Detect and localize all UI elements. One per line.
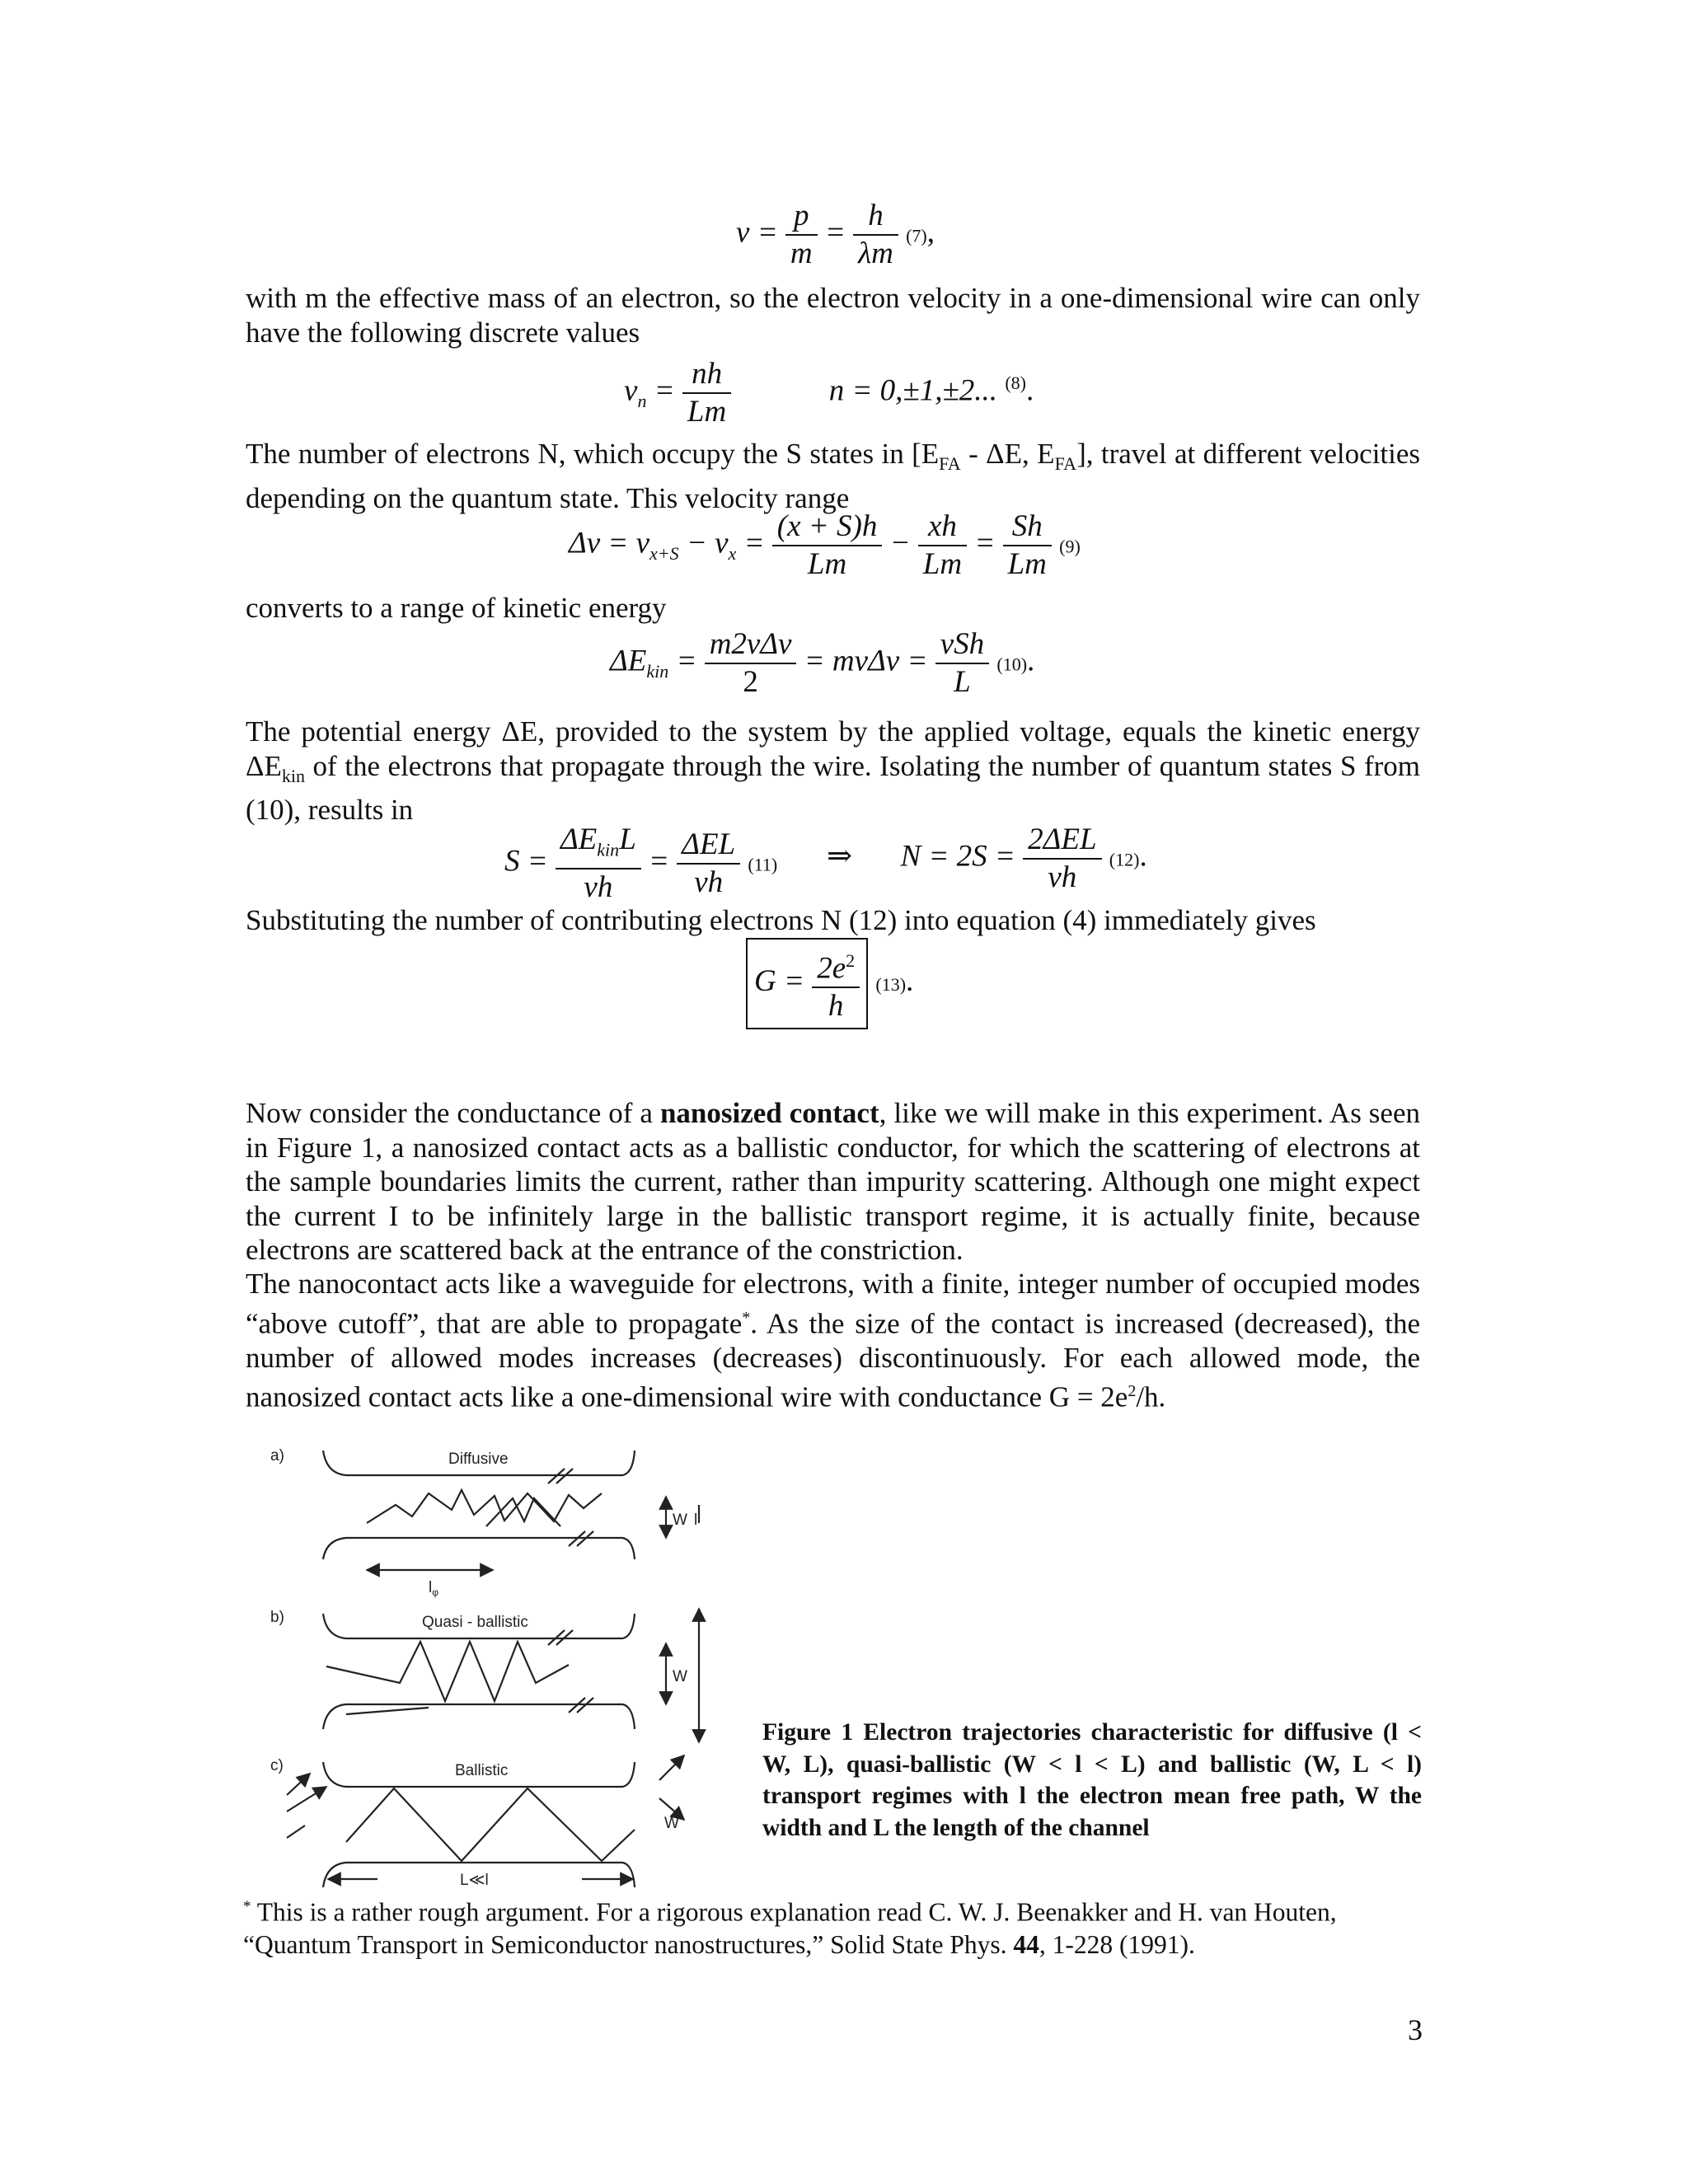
paragraph-1: with m the effective mass of an electron, so the electron velocity in a one-dimensional wire can only have the following discrete values: [246, 282, 1420, 349]
panel-b-trajectory: [326, 1642, 569, 1701]
equation-11: S = $\frac{\Delta E_{kin}L}{vh}$ = $\frac{\text{ΔEL}}{vh}$ (11): [504, 823, 778, 905]
paragraph-4: The potential energy ΔE, provided to the system by the applied voltage, equals the kinetic energy $\Delta E_{kin}$ of the electrons that propagate through the wire. Isolating the number of quantum states S from (10), results in: [246, 715, 1420, 826]
equation-13: G = $\frac{2e^2}{h}$ (13).: [746, 938, 913, 1029]
bold-term: nanosized contact: [659, 1097, 879, 1129]
equation-9: $\Delta v = v_{x+S} - v_x$ = $\frac{(x + S)h}{Lm}$ − $\frac{xh}{Lm}$ = $\frac{Sh}{Lm}$ (9): [569, 509, 1081, 581]
paragraph-3: converts to a range of kinetic energy: [246, 592, 667, 624]
figure-1: [264, 1442, 725, 1887]
equation-7: v = $\frac{p}{m}$ = $\frac{h}{\lambda m}$ (7),: [736, 199, 935, 270]
panel-c-label: c): [270, 1757, 284, 1774]
panel-a-phase-label: $l_\varphi$: [429, 1579, 439, 1598]
panel-b-width-label: W: [673, 1668, 687, 1685]
paragraph-2: The number of electrons N, which occupy the S states in [$E_{FA}$ - ΔE, $E_{FA}$], travel at different velocities depending on the quantum state. This velocity range: [246, 438, 1421, 514]
panel-a-width-label: W: [673, 1511, 687, 1529]
panel-b-bottom-wall: [323, 1704, 635, 1729]
panel-c-title: Ballistic: [455, 1762, 509, 1779]
footnote: * This is a rather rough argument. For a rigorous explanation read C. W. J. Beenakker and H. van Houten, “Quantum Transport in Semiconductor nanostructures,” Solid State Phys. 44, 1-228 (1991).: [243, 1897, 1337, 1959]
panel-b-length-label: l: [697, 1668, 701, 1685]
figure-caption: Figure 1 Electron trajectories characteristic for diffusive (l < W, L), quasi-ballistic (W < l < L) and ballistic (W, L < l) transport regimes with l the electron mean free path, W the width and L the length of the channel: [762, 1719, 1422, 1841]
equation-10: $\Delta E_{kin}$ = $\frac{\text{m2vΔv}}{2}$ = mvΔv = $\frac{\text{vSh}}{L}$ (10).: [610, 627, 1035, 699]
paragraph-5: Substituting the number of contributing electrons N (12) into equation (4) immediately gives: [246, 904, 1316, 936]
equation-8: $v_n$ = $\frac{nh}{Lm}$ n = 0,±1,±2... $^{(8)}$.: [624, 357, 1034, 429]
panel-b-title: Quasi - ballistic: [422, 1614, 528, 1631]
equation-12: ⇒ N = 2S = $\frac{\text{2ΔEL}}{vh}$ (12).: [827, 823, 1147, 894]
equation-13-box: G = $\frac{2e^2}{h}$: [746, 938, 868, 1029]
panel-c-width-label: W: [664, 1815, 679, 1832]
paragraph-7: The nanocontact acts like a waveguide for electrons, with a finite, integer number of occupied modes “above cutoff”, that are able to propagate*. As the size of the contact is increased (decreased), the number of allowed modes increases (decreases) discontinuously. For each allowed mode, the nanosized contact acts like a one-dimensional wire with conductance $G = 2e^2/h$.: [246, 1268, 1420, 1413]
panel-a-label: a): [270, 1447, 284, 1465]
panel-c-trajectory: [346, 1788, 635, 1861]
panel-a-title: Diffusive: [448, 1451, 509, 1468]
panel-b-label: b): [270, 1609, 284, 1626]
paragraph-6: Now consider the conductance of a nanosized contact, like we will make in this experiment. As seen in Figure 1, a nanosized contact acts as a ballistic conductor, for which the scattering of electrons at the sample boundaries limits the current, rather than impurity scattering. Although one might expect the current I to be infinitely large in the ballistic transport regime, it is actually finite, because electrons are scattered back at the entrance of the constriction.: [246, 1097, 1420, 1266]
panel-a-bottom-wall: [323, 1538, 635, 1559]
panel-a-trajectory: [367, 1490, 602, 1523]
panel-a-length-label: l: [694, 1511, 698, 1529]
page-number: 3: [1408, 2013, 1423, 2046]
panel-c-length-label: L≪l: [460, 1872, 489, 1887]
